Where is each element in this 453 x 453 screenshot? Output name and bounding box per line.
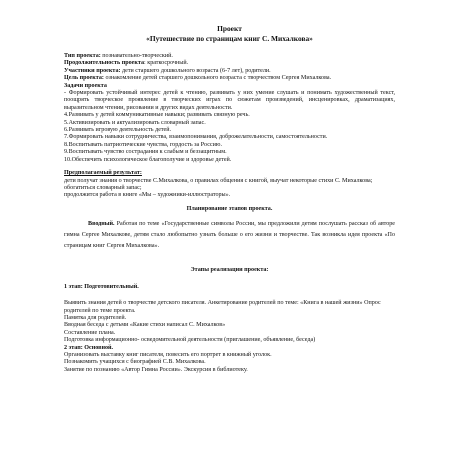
stage1-line: Составление плана.: [64, 329, 116, 336]
meta-goal-value: ознакомление детей старшего дошкольного возраста с творчеством Сергея Михалкова.: [103, 75, 332, 82]
stage2-line: Организовать выставку книг писателя, повесить его портрет в книжный уголок.: [64, 351, 272, 358]
stage1-line: Памятка для родителей.: [64, 314, 127, 321]
planning-section: [64, 206, 395, 253]
meta-type-value: познавательно-творческий.: [100, 53, 173, 59]
result-line: дети получат знания о творчестве С.Михалкова, о правилах общения с книгой, выучат некоторые стихи С. Михалкова;: [64, 177, 373, 184]
result-line: продолжится работа в книге «Мы – художники-иллюстраторы».: [64, 192, 231, 199]
task-item: 10.Обеспечить психологическое благополучие и здоровье детей.: [64, 156, 232, 163]
stage1-line: Выявить знания детей о творчестве детского писателя. Анкетирование родителей по теме: «Книга в нашей жизни» Опрос родителей по теме проекта.: [64, 300, 381, 314]
task-item: 5.Активизировать и актуализировать словарный запас.: [64, 119, 206, 126]
task-item: 7.Формировать навыки сотрудничества, взаимопонимания, доброжелательности, самостоятельности.: [64, 134, 328, 141]
meta-duration-label: Продолжительность проекта: [64, 60, 145, 67]
task-item: 9.Воспитывать чувство сострадания к слабым и беззащитным.: [64, 149, 227, 156]
tasks-heading: Задачи проекта: [64, 82, 107, 89]
tasks-section: [64, 83, 395, 164]
meta-participants-label: Участники проекта:: [64, 67, 121, 74]
stage2-line: Познакомить учащихся с биографией С.В. Михалкова.: [64, 359, 206, 366]
planning-intro-label: Вводный.: [88, 221, 115, 228]
stages-heading: Этапы реализации проекта:: [190, 267, 269, 274]
results-section: [64, 170, 395, 200]
stage1-line: Подготовка информационно- осведомительной деятельности (приглашение, объявление, беседа): [64, 337, 316, 344]
result-line: обогатиться словарный запас;: [64, 184, 142, 191]
task-item: 6.Развивать игровую деятельность детей.: [64, 127, 172, 134]
document-subtitle: «Путешествие по страницам книг С. Михалкова»: [146, 34, 313, 43]
meta-participants-value: дети старшего дошкольного возраста (6-7 лет), родители.: [120, 67, 271, 74]
stage2-heading: 2 этап: Основной.: [64, 344, 114, 351]
stage1-line: Вводная беседа с детьми «Какие стихи написал С. Михалков»: [64, 322, 226, 329]
project-meta: [64, 53, 395, 83]
planning-heading: Планирование этапов проекта.: [186, 205, 273, 212]
meta-goal: [64, 75, 395, 82]
stage1-heading: 1 этап: Подготовительный.: [64, 283, 139, 290]
task-item: 4.Развивать у детей коммуникативные навыки; развивать связную речь.: [64, 112, 250, 119]
planning-intro-text: Работая по теме «Государственные символы России, мы предложили детям послушать рассказ об авторе гимна Сергее Михалкове, детям стало любопытно узнать больше о его жизни и творчестве. Так возникла идея проекта «По страницам книг Сергея Михалкова».: [64, 221, 395, 250]
meta-duration: [64, 60, 395, 67]
planning-intro: [64, 219, 395, 252]
document-title: Проект: [217, 24, 242, 33]
meta-duration-value: : краткосрочный.: [144, 60, 189, 67]
task-item: - Формировать устойчивый интерес детей к чтению, развивать у них умение слушать и понимать художественный текст, поощрять творческое проявление в творческих играх по сюжетам произведений, инсценировках, драматизациях, выразительном чтении, рисовании и других видах деятельности.: [64, 90, 395, 111]
meta-type-label: Тип проекта:: [64, 53, 101, 59]
results-heading: Предполагаемый результат:: [64, 170, 142, 177]
meta-goal-label: Цель проекта:: [64, 75, 104, 82]
stage2-line: Занятие по познанию «Автор Гимна России». Экскурсия в библиотеку.: [64, 366, 248, 373]
task-item: 8.Воспитывать патриотические чувства, гордость за Россию.: [64, 141, 222, 148]
stages-section: [64, 267, 395, 374]
